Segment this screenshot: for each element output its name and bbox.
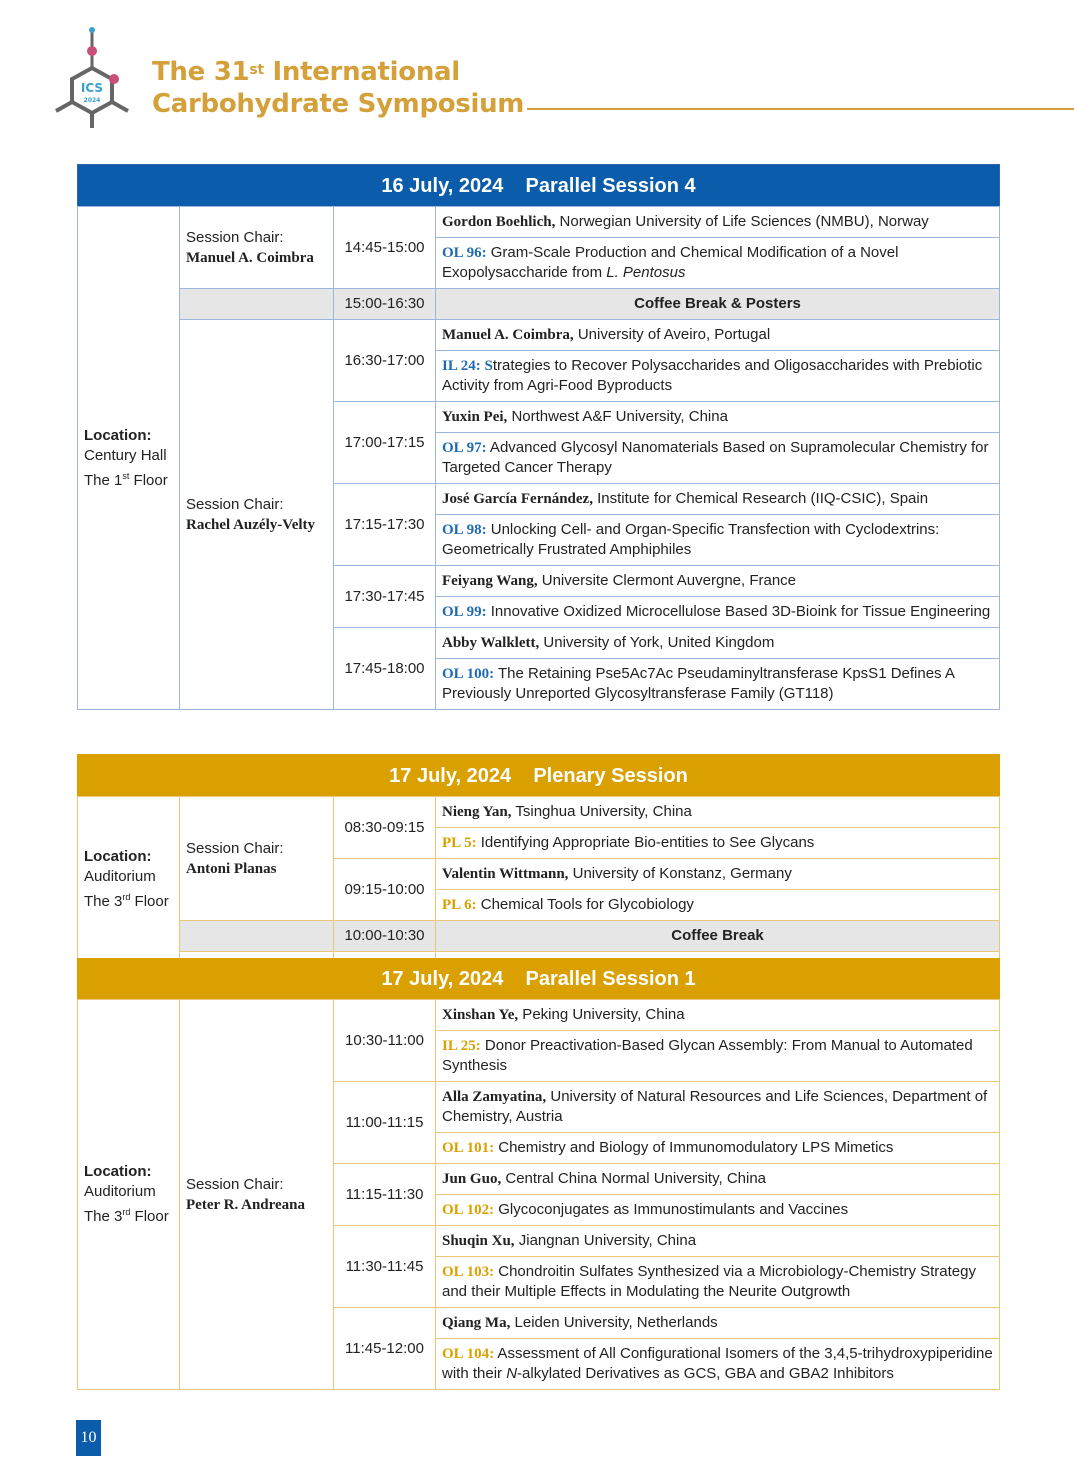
header-rule xyxy=(527,108,1074,110)
speaker-name: Qiang Ma, xyxy=(442,1315,511,1331)
talk-title-cell xyxy=(436,238,1000,289)
break-label: Coffee Break & Posters xyxy=(436,289,1000,320)
speaker-row xyxy=(78,797,1000,828)
speaker-cell xyxy=(436,1164,1000,1195)
speaker-affiliation: University of Natural Resources and Life Sciences, Department of Chemistry, Austria xyxy=(442,1088,988,1125)
empty-chair-cell xyxy=(180,921,334,952)
location-floor xyxy=(84,466,173,491)
talk-title-italic: L. Pentosus xyxy=(606,264,686,281)
time-slot: 11:15-11:30 xyxy=(334,1164,436,1226)
talk-title-text: Innovative Oxidized Microcellulose Based 3D-Bioink for Tissue Engineering xyxy=(486,603,991,620)
talk-code: OL 100: xyxy=(442,666,495,682)
symposium-title: The 31st International Carbohydrate Symposium xyxy=(152,57,525,119)
talk-title-cell xyxy=(436,1257,1000,1308)
time-slot: 11:45-12:00 xyxy=(334,1308,436,1390)
break-row xyxy=(78,289,1000,320)
session-chair-name: Rachel Auzély-Velty xyxy=(186,516,316,533)
session-header-row xyxy=(78,165,1000,207)
session-heading: 17 July, 2024 Plenary Session xyxy=(78,755,1000,797)
time-slot: 17:00-17:15 xyxy=(334,402,436,484)
talk-title-text: Advanced Glycosyl Nanomaterials Based on Supramolecular Chemistry for Targeted Cancer Therapy xyxy=(442,439,989,476)
talk-title-text: Gram-Scale Production and Chemical Modification of a Novel Exopolysaccharide from xyxy=(442,244,899,281)
speaker-cell xyxy=(436,1226,1000,1257)
talk-title-cell xyxy=(436,515,1000,566)
time-slot: 11:00-11:15 xyxy=(334,1082,436,1164)
talk-code: OL 101: xyxy=(442,1140,495,1156)
svg-text:ICS: ICS xyxy=(80,81,104,95)
talk-code: OL 97: xyxy=(442,440,487,456)
speaker-name: Alla Zamyatina, xyxy=(442,1089,547,1105)
talk-title-text: trategies to Recover Polysaccharides and Oligosaccharides with Prebiotic Activity from Agri-Food Byproducts xyxy=(442,357,983,394)
page-number: 10 xyxy=(76,1420,101,1456)
floor-sup: rd xyxy=(122,891,131,902)
talk-title-cell xyxy=(436,1339,1000,1390)
session-chair-cell xyxy=(180,1000,334,1390)
session-header-row xyxy=(78,755,1000,797)
location-hall: Auditorium xyxy=(84,867,156,885)
location-label-text: Location: xyxy=(84,847,152,865)
location-cell xyxy=(78,1000,180,1390)
talk-title-text: -alkylated Derivatives as GCS, GBA and GBA2 Inhibitors xyxy=(517,1365,894,1382)
location-hall: Auditorium xyxy=(84,1183,156,1200)
time-slot: 17:45-18:00 xyxy=(334,628,436,710)
speaker-name: Feiyang Wang, xyxy=(442,573,538,589)
time-slot: 11:30-11:45 xyxy=(334,1226,436,1308)
talk-title-text: Chondroitin Sulfates Synthesized via a Microbiology-Chemistry Strategy and their Multiple Effects in Modulating the Neurite Outgrowth xyxy=(442,1263,976,1300)
session-chair-label: Session Chair: xyxy=(186,228,284,246)
speaker-affiliation: Norwegian University of Life Sciences (NMBU), Norway xyxy=(555,213,929,230)
speaker-cell xyxy=(436,320,1000,351)
speaker-cell xyxy=(436,797,1000,828)
session-chair-label: Session Chair: xyxy=(186,1175,284,1193)
break-label: Coffee Break xyxy=(436,921,1000,952)
speaker-cell xyxy=(436,1082,1000,1133)
speaker-name: Jun Guo, xyxy=(442,1171,502,1187)
speaker-name: Valentin Wittmann, xyxy=(442,866,569,882)
time-slot: 10:30-11:00 xyxy=(334,1000,436,1082)
speaker-name: Xinshan Ye, xyxy=(442,1007,519,1023)
talk-title-cell xyxy=(436,1133,1000,1164)
session-chair-name: Manuel A. Coimbra xyxy=(186,249,314,266)
session-chair-cell xyxy=(180,320,334,710)
location-label xyxy=(84,1162,173,1182)
location-label xyxy=(84,426,173,446)
talk-title-text: Glycoconjugates as Immunostimulants and Vaccines xyxy=(494,1201,849,1218)
speaker-name: Nieng Yan, xyxy=(442,804,512,820)
talk-code: OL 96: xyxy=(442,245,487,261)
break-row xyxy=(78,921,1000,952)
time-slot: 10:00-10:30 xyxy=(334,921,436,952)
speaker-affiliation: University of Konstanz, Germany xyxy=(568,865,792,882)
talk-code: IL 24: S xyxy=(442,358,493,374)
speaker-affiliation: University of Aveiro, Portugal xyxy=(573,326,771,343)
speaker-name: Yuxin Pei, xyxy=(442,409,508,425)
talk-title-cell xyxy=(436,828,1000,859)
session-chair-name: Antoni Planas xyxy=(186,860,277,877)
talk-title-text: Chemistry and Biology of Immunomodulatory LPS Mimetics xyxy=(494,1139,894,1156)
speaker-cell xyxy=(436,207,1000,238)
talk-title-cell xyxy=(436,1031,1000,1082)
speaker-affiliation: Peking University, China xyxy=(518,1006,685,1023)
floor-sup: st xyxy=(122,470,130,481)
talk-code: OL 102: xyxy=(442,1202,495,1218)
speaker-cell xyxy=(436,859,1000,890)
location-floor xyxy=(84,887,173,912)
location-floor xyxy=(84,1202,173,1227)
location-cell xyxy=(78,797,180,962)
talk-title-cell xyxy=(436,433,1000,484)
speaker-name: Shuqin Xu, xyxy=(442,1233,515,1249)
time-slot: 08:30-09:15 xyxy=(334,797,436,859)
speaker-cell xyxy=(436,402,1000,433)
speaker-row xyxy=(78,207,1000,238)
talk-code: OL 98: xyxy=(442,522,487,538)
talk-code: IL 25: xyxy=(442,1038,481,1054)
talk-title-italic: N xyxy=(506,1365,518,1382)
location-label-text: Location: xyxy=(84,1163,152,1180)
speaker-name: Gordon Boehlich, xyxy=(442,214,556,230)
talk-title-text: Identifying Appropriate Bio-entities to See Glycans xyxy=(476,834,815,851)
session-chair-name: Peter R. Andreana xyxy=(186,1196,306,1213)
talk-code: OL 104: xyxy=(442,1346,495,1362)
time-slot: 09:15-10:00 xyxy=(334,859,436,921)
talk-title-text: Unlocking Cell- and Organ-Specific Transfection with Cyclodextrins: Geometrically Frustrated Amphiphiles xyxy=(442,521,940,558)
speaker-affiliation: University of York, United Kingdom xyxy=(539,634,775,651)
time-slot: 17:30-17:45 xyxy=(334,566,436,628)
session-table xyxy=(77,958,1000,1390)
session-header-row xyxy=(78,958,1000,1000)
floor-pre: The 3 xyxy=(84,1208,123,1225)
session-chair-label: Session Chair: xyxy=(186,839,284,857)
location-hall: Century Hall xyxy=(84,446,167,464)
talk-title-cell xyxy=(436,597,1000,628)
talk-title-cell xyxy=(436,1195,1000,1226)
speaker-affiliation: Central China Normal University, China xyxy=(501,1170,767,1187)
speaker-name: Abby Walklett, xyxy=(442,635,540,651)
location-label xyxy=(84,847,173,867)
empty-chair-cell xyxy=(180,289,334,320)
speaker-affiliation: Jiangnan University, China xyxy=(514,1232,697,1249)
talk-code: PL 6: xyxy=(442,897,477,913)
speaker-affiliation: Leiden University, Netherlands xyxy=(510,1314,718,1331)
time-slot: 17:15-17:30 xyxy=(334,484,436,566)
floor-pre: The 3 xyxy=(84,892,123,910)
session-heading: 17 July, 2024 Parallel Session 1 xyxy=(78,958,1000,1000)
talk-title-cell xyxy=(436,351,1000,402)
talk-code: OL 103: xyxy=(442,1264,495,1280)
floor-sup: rd xyxy=(122,1207,131,1217)
speaker-name: José García Fernández, xyxy=(442,491,593,507)
speaker-affiliation: Universite Clermont Auvergne, France xyxy=(537,572,797,589)
session-chair-cell xyxy=(180,797,334,921)
speaker-affiliation: Tsinghua University, China xyxy=(511,803,692,820)
session-chair-label: Session Chair: xyxy=(186,495,284,513)
svg-text:2024: 2024 xyxy=(83,97,101,104)
time-slot: 15:00-16:30 xyxy=(334,289,436,320)
location-label-text: Location: xyxy=(84,426,152,444)
floor-post: Floor xyxy=(130,1208,169,1225)
speaker-cell xyxy=(436,484,1000,515)
talk-code: OL 99: xyxy=(442,604,487,620)
session-chair-cell xyxy=(180,207,334,289)
speaker-cell xyxy=(436,628,1000,659)
talk-title-text: The Retaining Pse5Ac7Ac Pseudaminyltransferase KpsS1 Defines A Previously Unreported Glycosyltransferase Family (GT118) xyxy=(442,665,955,702)
speaker-cell xyxy=(436,1308,1000,1339)
time-slot: 16:30-17:00 xyxy=(334,320,436,402)
speaker-cell xyxy=(436,1000,1000,1031)
talk-title-text: Donor Preactivation-Based Glycan Assembly: From Manual to Automated Synthesis xyxy=(442,1037,973,1074)
talk-title-text: Assessment of All Configurational Isomers of the 3,4,5-trihydroxypiperidine with their xyxy=(442,1345,993,1382)
talk-title-cell xyxy=(436,890,1000,921)
ics-2024-logo xyxy=(52,24,134,128)
location-cell xyxy=(78,207,180,710)
floor-pre: The 1 xyxy=(84,471,123,489)
talk-code: PL 5: xyxy=(442,835,477,851)
time-slot: 14:45-15:00 xyxy=(334,207,436,289)
floor-post: Floor xyxy=(130,892,169,910)
floor-post: Floor xyxy=(129,471,168,489)
session-heading: 16 July, 2024 Parallel Session 4 xyxy=(78,165,1000,207)
speaker-row xyxy=(78,1000,1000,1031)
speaker-affiliation: Northwest A&F University, China xyxy=(507,408,728,425)
session-table xyxy=(77,164,1000,710)
speaker-affiliation: Institute for Chemical Research (IIQ-CSIC), Spain xyxy=(592,490,929,507)
talk-title-cell xyxy=(436,659,1000,710)
speaker-cell xyxy=(436,566,1000,597)
session-table xyxy=(77,754,1000,962)
talk-title-text: Chemical Tools for Glycobiology xyxy=(476,896,694,913)
speaker-row xyxy=(78,320,1000,351)
speaker-name: Manuel A. Coimbra, xyxy=(442,327,574,343)
